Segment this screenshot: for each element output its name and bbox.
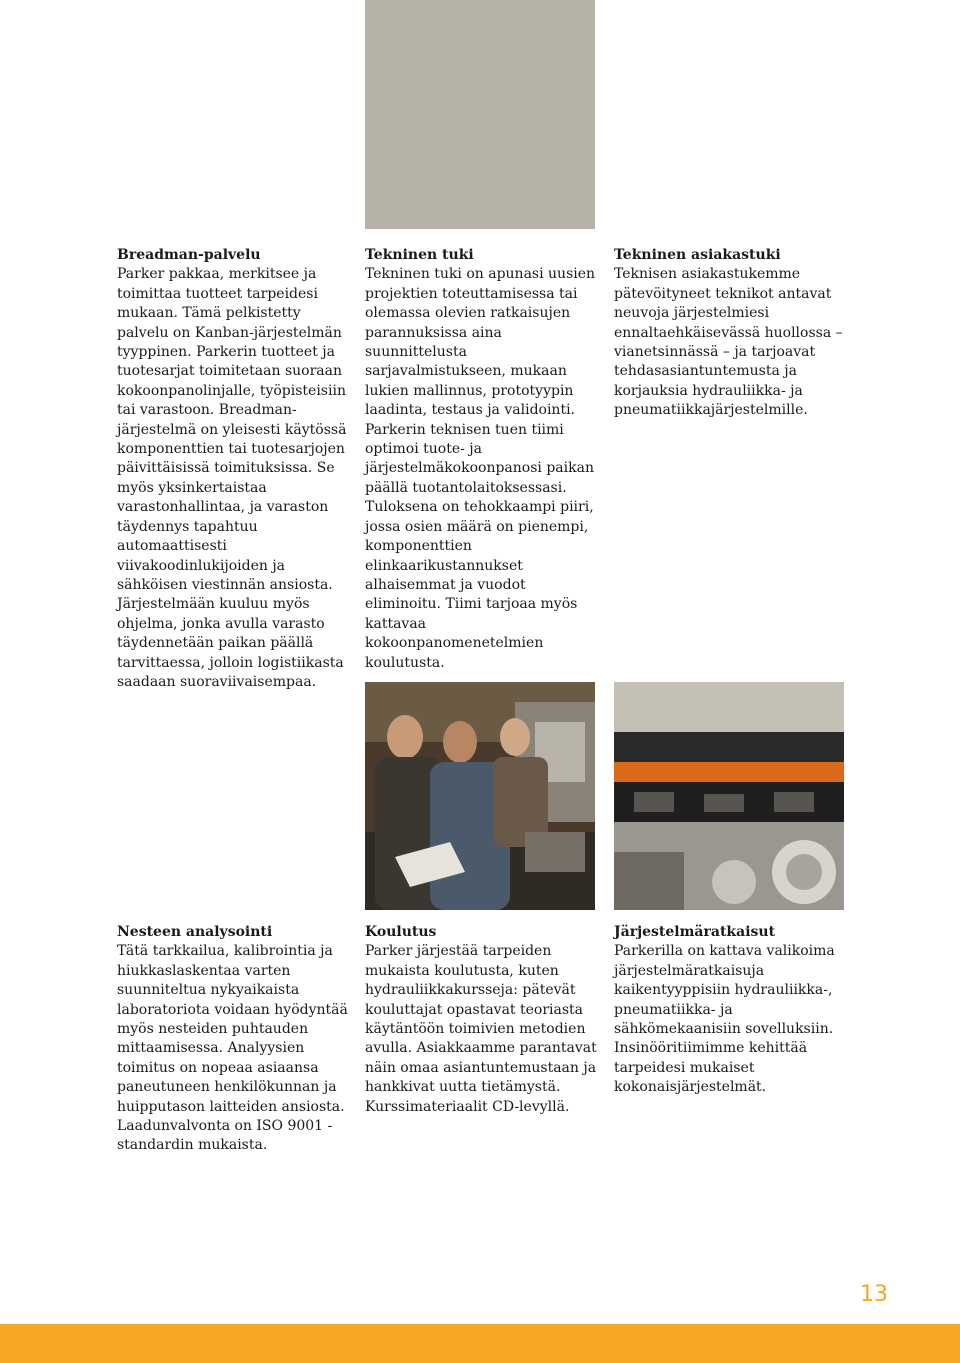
column-nesteen-analysointi [117, 923, 353, 1156]
body-breadman: Parker pakkaa, merkitsee ja toimittaa tuotteet tarpeidesi mukaan. Tämä pelkistetty palvelu on Kanban-järjestelmän tyyppinen. Parkerin tuotteet ja tuotesarjat toimitetaan suoraan kokoonpanolinjalle, työpisteisiin tai varastoon. Breadman-järjestelmä on yleisesti käytössä komponenttien tai tuotesarjojen päivittäisissä toimituksissa. Se myös yksinkertaistaa varastonhallintaa, ja varaston täydennys tapahtuu automaattisesti viivakoodinlukijoiden ja sähköisen viestinnän ansiosta. Järjestelmään kuuluu myös ohjelma, jonka avulla varasto täydennetään paikan päällä tarvittaessa, jolloin logistiikasta saadaan suoraviivaisempaa. [117, 266, 347, 690]
body-jarjestelmaratkaisut: Parkerilla on kattava valikoima järjestelmäratkaisuja kaikentyyppisiin hydrauliikka-, pneumatiikka- ja sähkömekaanisiin sovelluksiin. Insinööritiimimme kehittää tarpeidesi mukaiset kokonaisjärjestelmät. [614, 943, 835, 1096]
body-koulutus: Parker järjestää tarpeiden mukaista koulutusta, kuten hydrauliikkakursseja: pätevät kouluttajat opastavat teoriasta käytäntöön toimivien metodien avulla. Asiakkaamme parantavat näin omaa asiantuntemustaan ja hankkivat uutta tietämystä. Kurssimateriaalit CD-levyllä. [365, 943, 597, 1115]
heading-koulutus: Koulutus [365, 924, 437, 940]
top-image-placeholder [365, 0, 595, 229]
heading-jarjestelmaratkaisut: Järjestelmäratkaisut [614, 924, 776, 940]
column-koulutus [365, 923, 601, 1117]
body-tekninen-tuki: Tekninen tuki on apunasi uusien projektien toteuttamisessa tai olemassa olevien ratkaisujen parannuksissa aina suunnittelusta sarjavalmistukseen, mukaan lukien mallinnus, prototyypin laadinta, testaus ja validointi. Parkerin teknisen tuen tiimi optimoi tuote- ja järjestelmäkokoonpanosi paikan päällä tuotantolaitoksessasi. Tuloksena on tehokkaampi piiri, jossa osien määrä on pienempi, komponenttien elinkaarikustannukset alhaisemmat ja vuodot eliminoitu. Tiimi tarjoaa myös kattavaa kokoonpanomenetelmien koulutusta. [365, 266, 596, 671]
footer-accent-bar [0, 1324, 960, 1363]
heading-asiakastuki: Tekninen asiakastuki [614, 247, 781, 263]
workers-photo [365, 682, 595, 910]
column-breadman [117, 246, 353, 692]
heading-tekninen-tuki: Tekninen tuki [365, 247, 474, 263]
body-asiakastuki: Teknisen asiakastukemme pätevöityneet teknikot antavat neuvoja järjestelmiesi ennaltaehkäisevässä huollossa – vianetsinnässä – ja tarjoavat tehdasasiantuntemusta ja korjauksia hydrauliikka- ja pneumatiikkajärjestelmille. [614, 266, 843, 419]
body-nesteen-analysointi: Tätä tarkkailua, kalibrointia ja hiukkaslaskentaa varten suunniteltua nykyaikaista laboratoriota voidaan hyödyntää myös nesteiden puhtauden mittaamisessa. Analyysien toimitus on nopeaa asiaansa paneutuneen henkilökunnan ja huipputason laitteiden ansiosta. Laadunvalvonta on ISO 9001 -standardin mukaista. [117, 943, 348, 1154]
column-tekninen-tuki [365, 246, 601, 673]
heading-nesteen-analysointi: Nesteen analysointi [117, 924, 273, 940]
column-jarjestelmaratkaisut [614, 923, 850, 1098]
column-asiakastuki [614, 246, 850, 421]
page-number: 13 [860, 1282, 888, 1307]
machinery-photo [614, 682, 844, 910]
heading-breadman: Breadman-palvelu [117, 247, 261, 263]
